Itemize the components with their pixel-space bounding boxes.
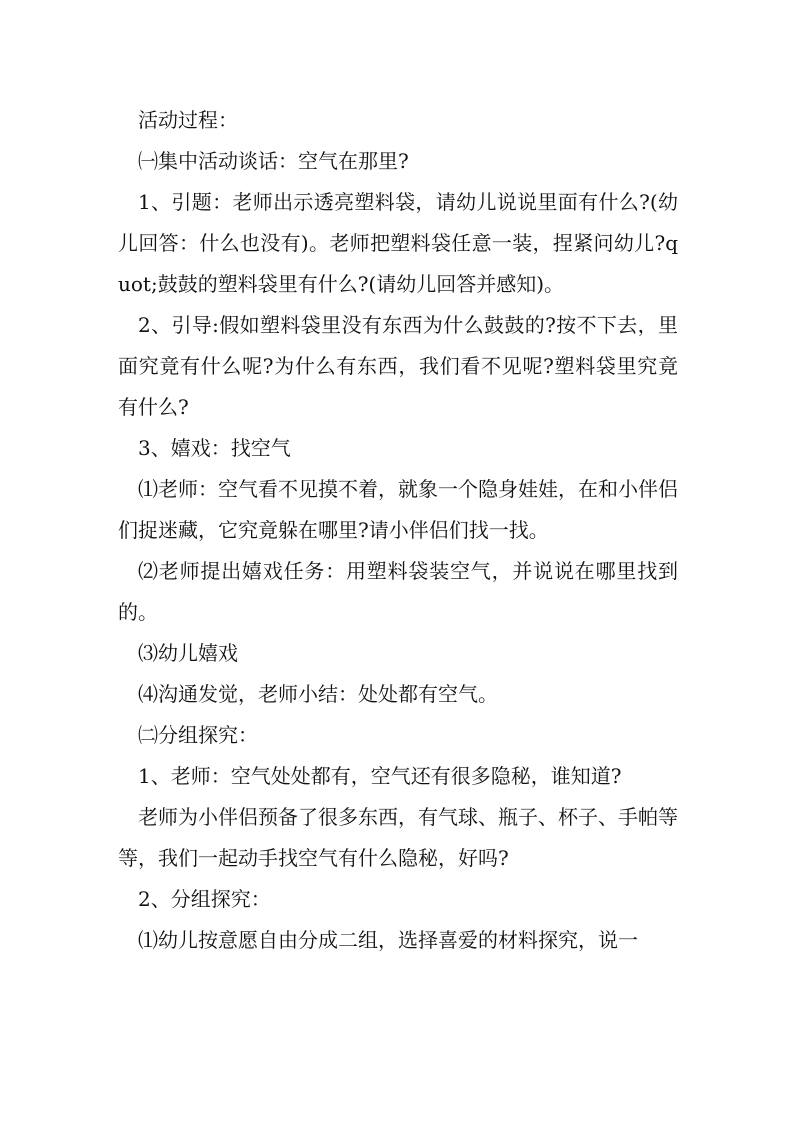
paragraph-item-1: ⑴老师：空气看不见摸不着，就象一个隐身娃娃，在和小伴侣们捉迷藏，它究竟躲在哪里?请小伴侣们找一找。 [118,477,678,542]
paragraph-activity-process: 活动过程： [138,108,238,132]
paragraph-section-2-materials: 老师为小伴侣预备了很多东西，有气球、瓶子、杯子、手帕等等，我们一起动手找空气有什么隐秘，好吗? [118,805,678,870]
paragraph-section-2-item-1: ⑴幼儿按意愿自由分成二组，选择喜爱的材料探究，说一 [138,928,638,952]
paragraph-item-4: ⑷沟通发觉，老师小结：处处都有空气。 [138,682,498,706]
paragraph-item-3: ⑶幼儿嬉戏 [138,641,238,665]
paragraph-step-3-game: 3、嬉戏：找空气 [138,436,291,460]
paragraph-section-2-step-2: 2、分组探究： [138,887,271,911]
paragraph-section-2-step-1: 1、老师：空气处处都有，空气还有很多隐秘，谁知道? [138,764,622,788]
paragraph-item-2: ⑵老师提出嬉戏任务：用塑料袋装空气，并说说在哪里找到的。 [118,559,678,624]
paragraph-section-1-heading: ㈠集中活动谈话：空气在那里? [138,149,409,173]
paragraph-step-1-intro: 1、引题：老师出示透亮塑料袋，请幼儿说说里面有什么?(幼儿回答：什么也没有)。老师把塑料袋任意一装，捏紧问幼儿?quot;鼓鼓的塑料袋里有什么?(请幼儿回答并感知)。 [118,190,678,296]
paragraph-section-2-heading: ㈡分组探究： [138,723,258,747]
paragraph-step-2-guide: 2、引导:假如塑料袋里没有东西为什么鼓鼓的?按不下去，里面究竟有什么呢?为什么有东西，我们看不见呢?塑料袋里究竟有什么? [118,313,678,419]
document-body [118,100,678,961]
